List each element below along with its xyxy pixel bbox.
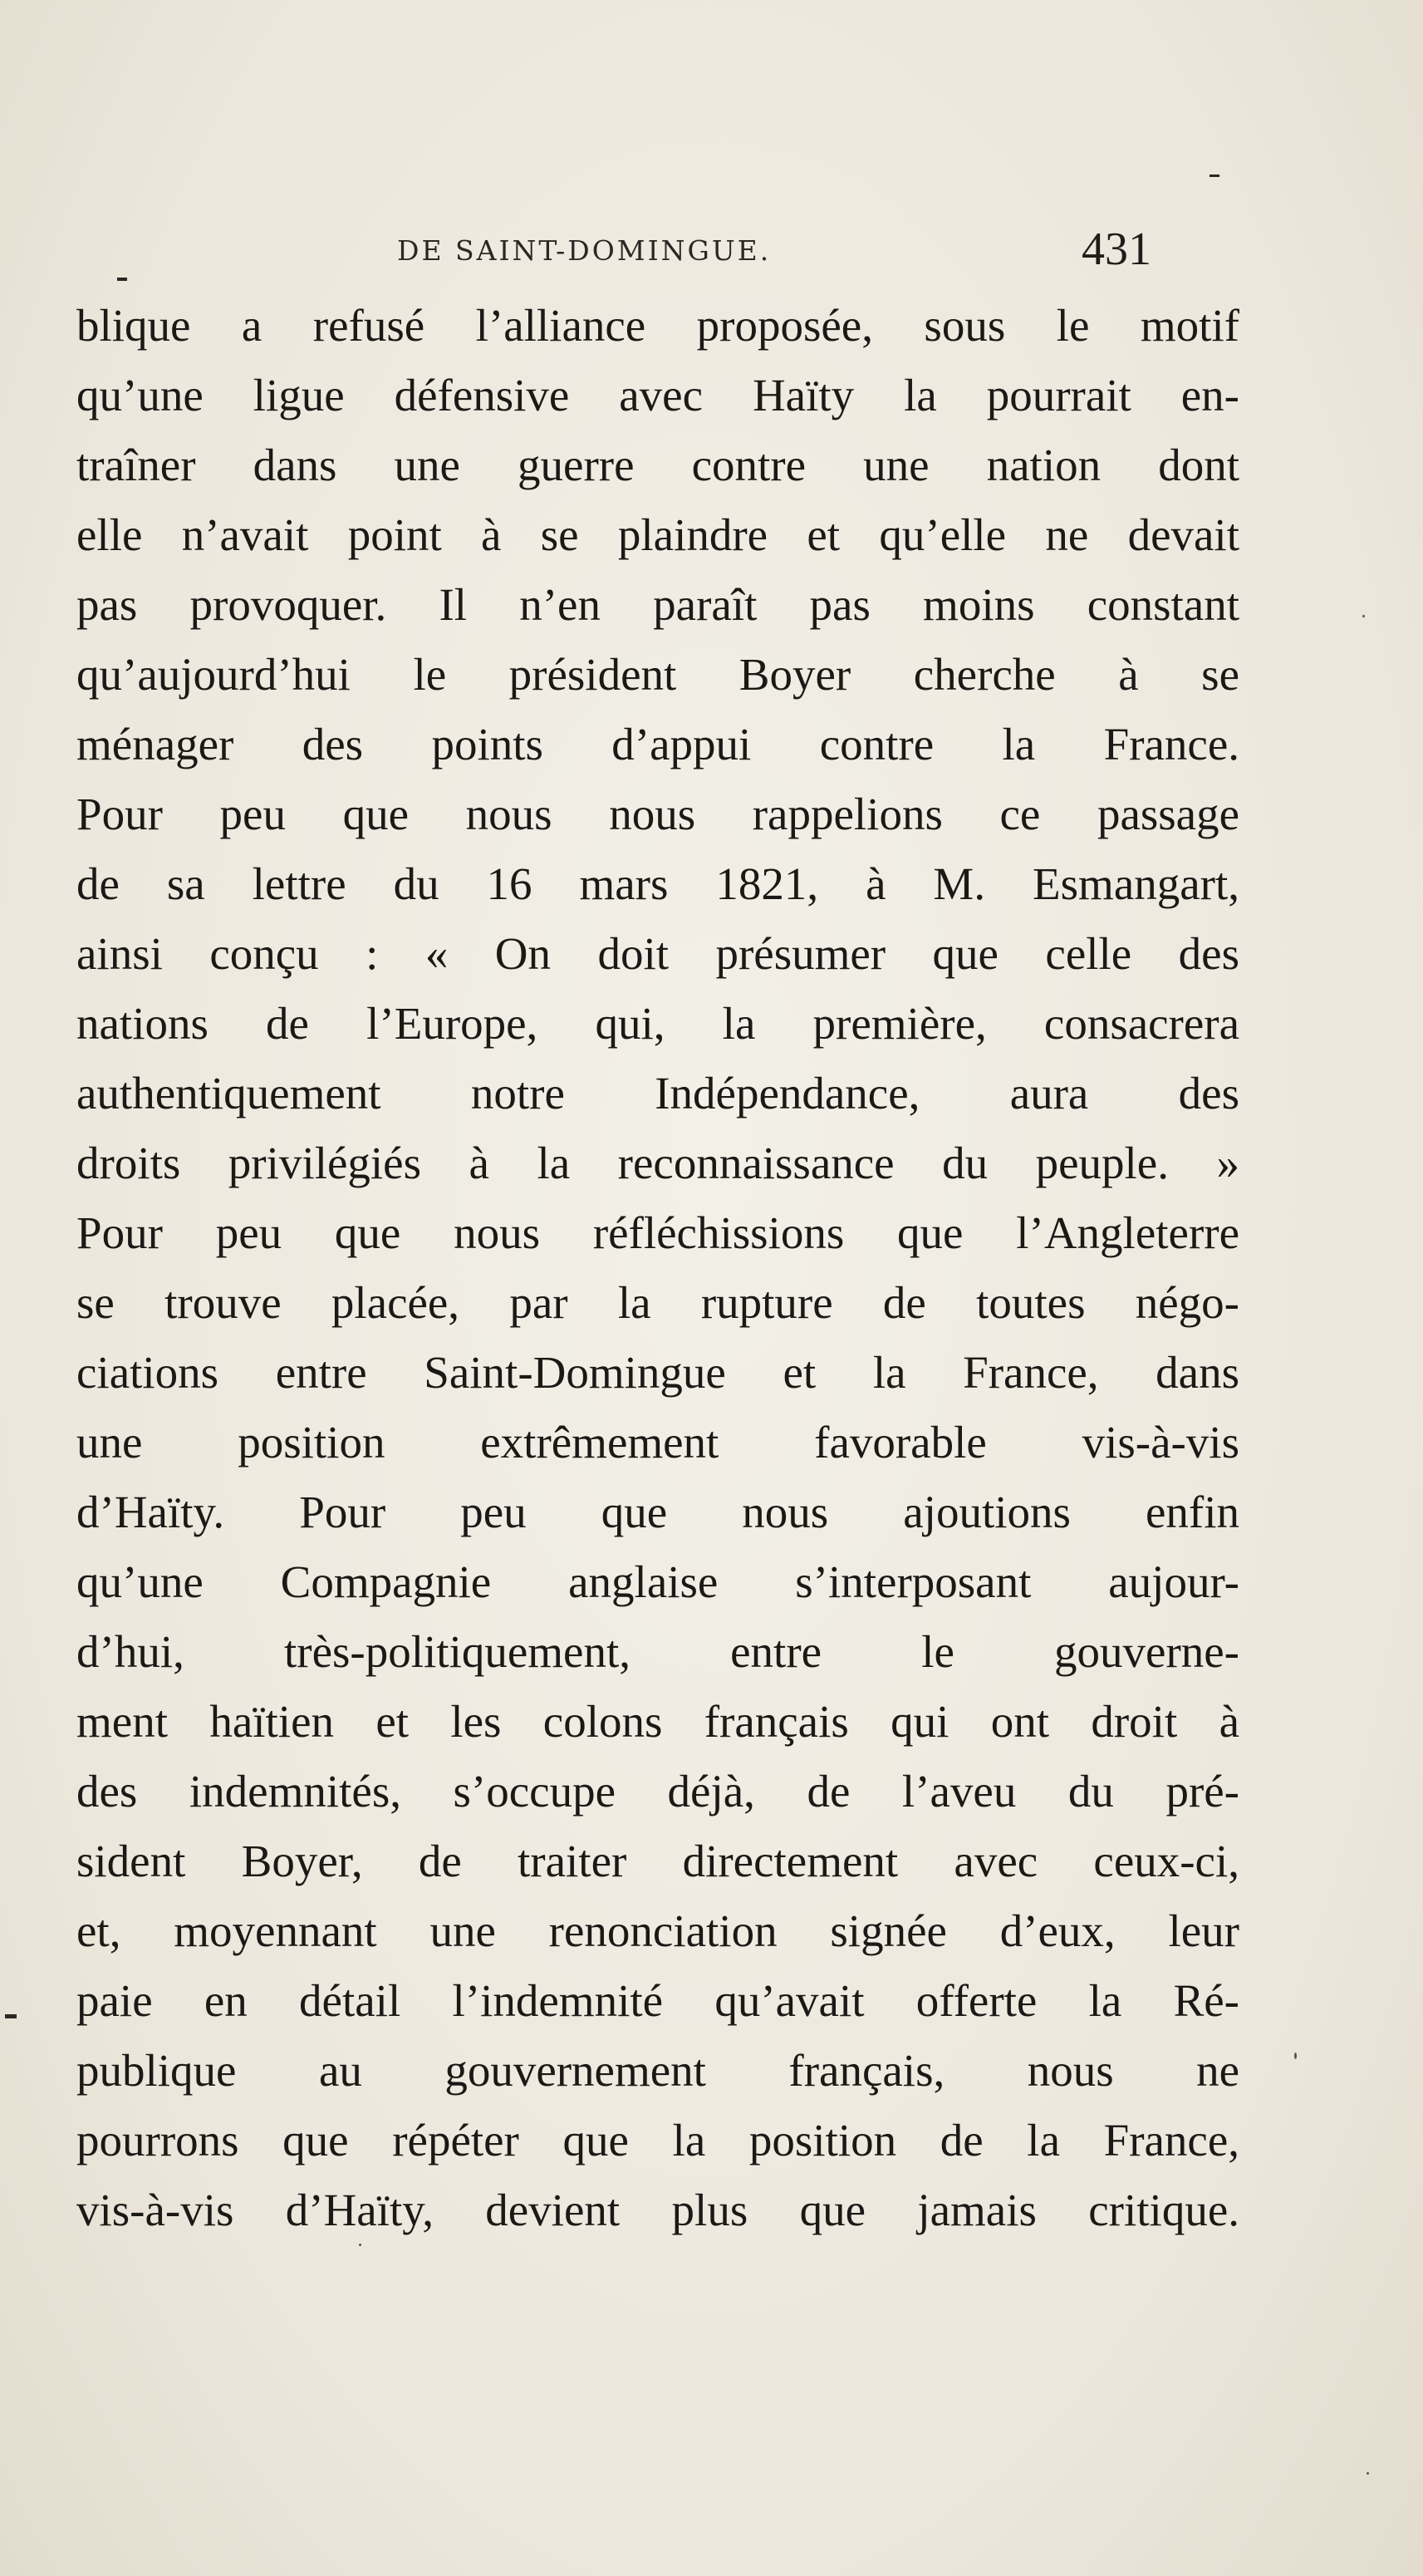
- paper-speck: [1294, 2052, 1297, 2059]
- text-line: nations de l’Europe, qui, la première, consacrera: [76, 998, 1239, 1049]
- text-line: et, moyennant une renonciation signée d’eux, leur: [76, 1905, 1239, 1956]
- body-text: [76, 291, 1239, 2245]
- text-line: des indemnités, s’occupe déjà, de l’aveu du pré-: [76, 1766, 1239, 1816]
- text-line: de sa lettre du 16 mars 1821, à M. Esmangart,: [76, 858, 1239, 909]
- page-header: [0, 223, 1423, 281]
- text-line: ainsi conçu : « On doit présumer que celle des: [76, 928, 1239, 979]
- text-line: ménager des points d’appui contre la France.: [76, 719, 1239, 769]
- text-line: sident Boyer, de traiter directement avec ceux-ci,: [76, 1836, 1239, 1886]
- text-line: publique au gouvernement français, nous ne: [76, 2045, 1239, 2096]
- text-line: pas provoquer. Il n’en paraît pas moins constant: [76, 579, 1239, 630]
- text-line: Pour peu que nous nous rappelions ce passage: [76, 789, 1239, 839]
- text-line: elle n’avait point à se plaindre et qu’elle ne devait: [76, 509, 1239, 560]
- running-head: DE SAINT-DOMINGUE.: [397, 234, 772, 267]
- text-line: se trouve placée, par la rupture de toutes négo-: [76, 1277, 1239, 1328]
- text-line: paie en détail l’indemnité qu’avait offerte la Ré-: [76, 1975, 1239, 2026]
- text-line: vis-à-vis d’Haïty, devient plus que jamais critique.: [76, 2185, 1239, 2235]
- text-line: qu’aujourd’hui le président Boyer cherche à se: [76, 649, 1239, 700]
- text-line: Pour peu que nous réfléchissions que l’Angleterre: [76, 1207, 1239, 1258]
- text-line: traîner dans une guerre contre une nation dont: [76, 440, 1239, 490]
- text-line: d’Haïty. Pour peu que nous ajoutions enfin: [76, 1487, 1239, 1537]
- text-line: pourrons que répéter que la position de la France,: [76, 2115, 1239, 2166]
- paper-speck: [1367, 2472, 1369, 2475]
- text-line: blique a refusé l’alliance proposée, sous le motif: [76, 300, 1239, 351]
- paper-speck: [359, 2244, 361, 2246]
- paper-speck: [1362, 615, 1365, 617]
- margin-dash-mark: [117, 278, 127, 281]
- margin-dash-mark: [5, 2014, 17, 2018]
- text-line: qu’une ligue défensive avec Haïty la pourrait en-: [76, 370, 1239, 420]
- text-line: ciations entre Saint-Domingue et la France, dans: [76, 1347, 1239, 1398]
- text-line: authentiquement notre Indépendance, aura des: [76, 1068, 1239, 1118]
- page-number: 431: [1082, 224, 1151, 275]
- margin-dash-mark: [1210, 175, 1219, 177]
- text-line: une position extrêmement favorable vis-à-vis: [76, 1417, 1239, 1467]
- text-line: ment haïtien et les colons français qui ont droit à: [76, 1696, 1239, 1747]
- text-line: droits privilégiés à la reconnaissance du peuple. »: [76, 1138, 1239, 1188]
- text-line: qu’une Compagnie anglaise s’interposant aujour-: [76, 1556, 1239, 1607]
- text-line: d’hui, très-politiquement, entre le gouverne-: [76, 1626, 1239, 1677]
